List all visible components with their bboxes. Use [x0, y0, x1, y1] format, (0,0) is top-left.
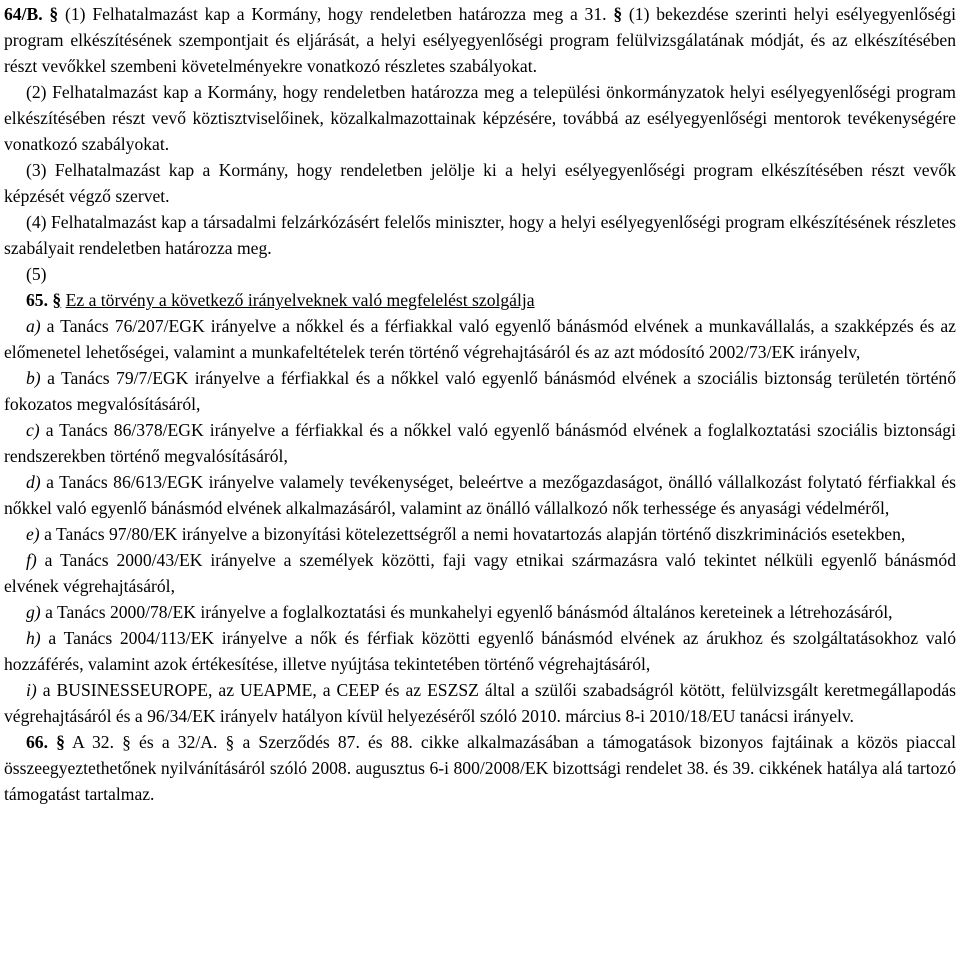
section-66-number: 66.	[26, 732, 48, 752]
item-letter: a)	[26, 316, 41, 336]
item-text: a BUSINESSEUROPE, az UEAPME, a CEEP és az ESZSZ által a szülői szabadságról kötött, felülvizsgált keretmegállapodás végrehajtásáról és a 96/34/EK irányelv hatályon kívül helyezéséről szóló 2010. március 8-i 2010/18/EU tanácsi irányelv.	[4, 680, 956, 726]
section-sign: §	[613, 4, 623, 24]
section-65-intro	[4, 287, 956, 313]
section-65-number: 65.	[26, 290, 48, 310]
list-item	[4, 365, 956, 417]
list-item	[4, 417, 956, 469]
section-64b-paragraph-4: (4) Felhatalmazást kap a társadalmi felzárkózásért felelős miniszter, hogy a helyi esélyegyenlőségi program elkészítésének részletes szabályait rendeletben határozza meg.	[4, 212, 956, 258]
item-text: a Tanács 76/207/EGK irányelve a nőkkel és a férfiakkal való egyenlő bánásmód elvének a munkavállalás, a szakképzés és az előmenetel lehetőségei, valamint a munkafeltételek terén történő végrehajtásáról és az azt módosító 2002/73/EK irányelv,	[4, 316, 956, 362]
list-item	[4, 313, 956, 365]
section-64b-paragraph-5: (5)	[26, 264, 47, 284]
section-66-paragraph	[4, 729, 956, 807]
item-text: a Tanács 2004/113/EK irányelve a nők és férfiak közötti egyenlő bánásmód elvének az árukhoz és szolgáltatásokhoz való hozzáférés, valamint azok értékesítése, illetve nyújtása tekintetében történő végrehajtásáról,	[4, 628, 956, 674]
item-text: a Tanács 2000/78/EK irányelve a foglalkoztatási és munkahelyi egyenlő bánásmód általános kereteinek a létrehozásáról,	[45, 602, 893, 622]
section-64b-text-1b: (1) bekezdése szerinti helyi esélyegyenlőségi program elkészítésének szempontjait és eljárását, a helyi esélyegyenlőségi program felülvizsgálatának módját, és az elkészítésében részt vevőkkel szembeni követelményekre vonatkozó részletes szabályokat.	[4, 4, 957, 76]
item-text: a Tanács 2000/43/EK irányelve a személyek közötti, faji vagy etnikai származásra való tekintet nélküli egyenlő bánásmód elvének végrehajtásáról,	[4, 550, 956, 596]
list-item	[4, 599, 956, 625]
item-letter: b)	[26, 368, 41, 388]
item-text: a Tanács 86/613/EGK irányelve valamely tevékenységet, beleértve a mezőgazdaságot, önálló vállalkozást folytató férfiakkal és nőkkel való egyenlő bánásmód elvének alkalmazásáról, valamint az önálló vállalkozó nők terhessége és anyasági védelméről,	[4, 472, 956, 518]
section-66-text: A 32. § és a 32/A. § a Szerződés 87. és 88. cikke alkalmazásában a támogatások bizonyos fajtáinak a közös piaccal összeegyeztethetőnek nyilvánításáról szóló 2008. augusztus 6-i 800/2008/EK bizottsági rendelet 38. és 39. cikkének hatálya alá tartozó támogatást tartalmaz.	[4, 732, 956, 804]
item-letter: d)	[26, 472, 41, 492]
section-64b-text-1a: (1) Felhatalmazást kap a Kormány, hogy rendeletben határozza meg a 31.	[65, 4, 607, 24]
section-64b-number: 64/B.	[4, 4, 43, 24]
item-letter: e)	[26, 524, 40, 544]
section-sign: §	[52, 290, 62, 310]
item-letter: g)	[26, 602, 41, 622]
list-item	[4, 547, 956, 599]
section-64b-paragraph-3: (3) Felhatalmazást kap a Kormány, hogy rendeletben jelölje ki a helyi esélyegyenlőségi program elkészítésében részt vevők képzését végző szervet.	[4, 160, 956, 206]
section-65-intro-text: Ez a törvény a következő irányelveknek való megfelelést szolgálja	[65, 290, 535, 310]
section-64b-paragraph-2: (2) Felhatalmazást kap a Kormány, hogy rendeletben határozza meg a települési önkormányzatok helyi esélyegyenlőségi program elkészítésében részt vevő köztisztviselőinek, közalkalmazottainak képzésére, továbbá az esélyegyenlőségi mentorok tevékenységére vonatkozó szabályokat.	[4, 82, 956, 154]
list-item	[4, 521, 956, 547]
item-text: a Tanács 79/7/EGK irányelve a férfiakkal és a nőkkel való egyenlő bánásmód elvének a szociális biztonság területén történő fokozatos megvalósításáról,	[4, 368, 956, 414]
item-text: a Tanács 86/378/EGK irányelve a férfiakkal és a nőkkel való egyenlő bánásmód elvének a foglalkoztatási szociális biztonsági rendszerekben történő megvalósításáról,	[4, 420, 956, 466]
item-letter: h)	[26, 628, 41, 648]
list-item	[4, 469, 956, 521]
item-text: a Tanács 97/80/EK irányelve a bizonyítási kötelezettségről a nemi hovatartozás alapján történő diszkriminációs esetekben,	[44, 524, 906, 544]
item-letter: f)	[26, 550, 37, 570]
section-64b-paragraph-1	[4, 1, 956, 79]
list-item	[4, 625, 956, 677]
item-letter: c)	[26, 420, 40, 440]
section-sign: §	[56, 732, 65, 752]
item-letter: i)	[26, 680, 37, 700]
section-sign: §	[49, 4, 59, 24]
list-item	[4, 677, 956, 729]
